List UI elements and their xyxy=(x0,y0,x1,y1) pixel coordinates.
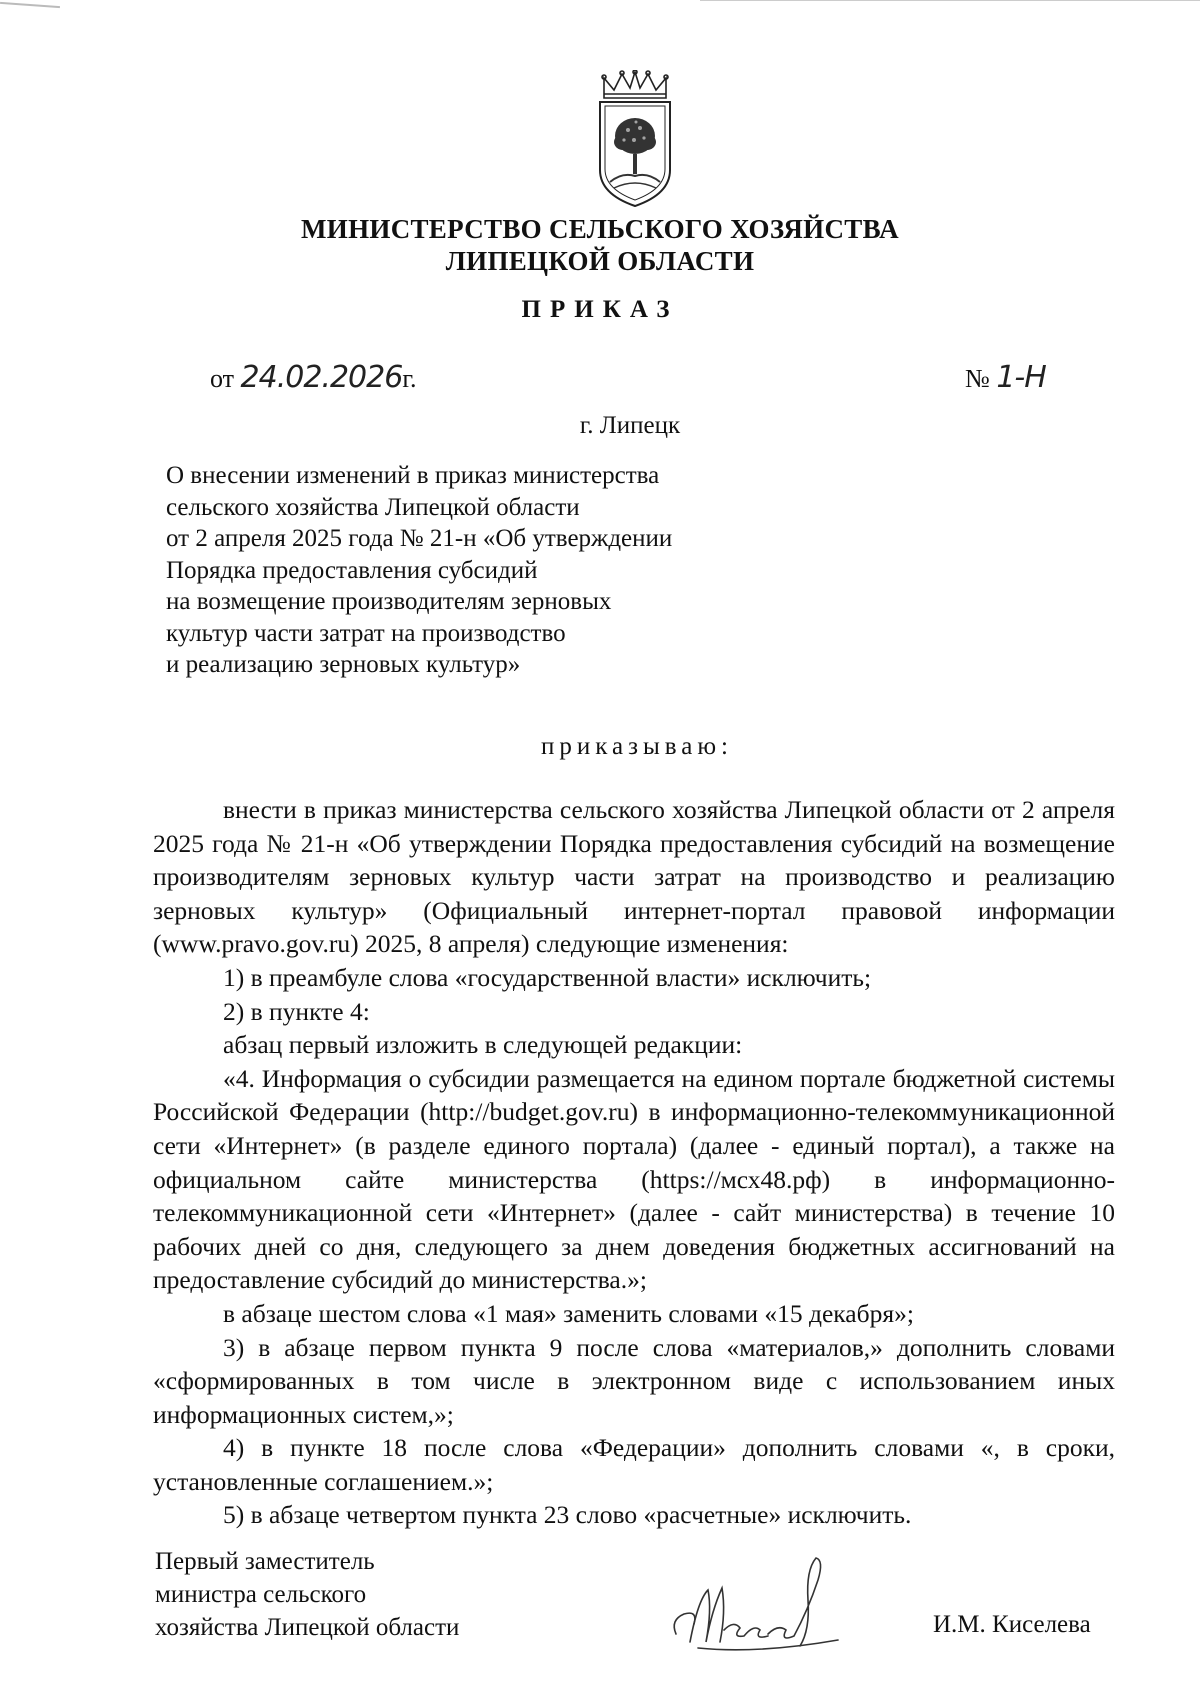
body-paragraph: «4. Информация о субсидии размещается на едином портале бюджетной системы Российской Федерации (http://budget.gov.ru) в информационно-телекоммуникационной сети «Интернет» (в разделе единого портала) (далее - единый портал), а также на официальном сайте министерства (https://мсх48.рф) в информационно-телекоммуникационной сети «Интернет» (далее - сайт министерства) в течение 10 рабочих дней со дня, следующего за днем доведения бюджетных ассигнований на предоставление субсидий до министерства.»; xyxy=(153,1063,1115,1295)
subject-line: культур части затрат на производство xyxy=(166,619,566,647)
coat-of-arms-emblem xyxy=(590,70,680,210)
date-handwritten: 24.02.2026 xyxy=(240,360,403,395)
body-paragraph: 4) в пункте 18 после слова «Федерации» дополнить словами «, в сроки, установленные соглашением.»; xyxy=(153,1433,1115,1496)
scan-artifact xyxy=(700,0,1200,1)
body-paragraph: в абзаце шестом слова «1 мая» заменить словами «15 декабря»; xyxy=(223,1298,914,1328)
body-paragraph: абзац первый изложить в следующей редакции: xyxy=(223,1030,743,1060)
organization-name: МИНИСТЕРСТВО СЕЛЬСКОГО ХОЗЯЙСТВА xyxy=(301,214,899,244)
order-body xyxy=(153,793,1115,1532)
body-paragraph: 2) в пункте 4: xyxy=(223,996,370,1026)
subject-line: О внесении изменений в приказ министерства xyxy=(166,462,660,489)
number-prefix: № xyxy=(965,364,990,393)
body-paragraph: внести в приказ министерства сельского хозяйства Липецкой области от 2 апреля 2025 года № 21-н «Об утверждении Порядка предоставления субсидий на возмещение производителям зерновых культур части затрат на производство и реализацию зерновых культур» (Официальный интернет-портал правовой информации (www.pravo.gov.ru) 2025, 8 апреля) следующие изменения: xyxy=(153,795,1115,959)
subject-line: от 2 апреля 2025 года № 21-н «Об утверждении xyxy=(166,525,673,552)
order-subject xyxy=(166,460,786,681)
date-prefix: от xyxy=(210,364,235,393)
body-paragraph: 5) в абзаце четвертом пункта 23 слово «расчетные» исключить. xyxy=(223,1500,912,1530)
signer-name: И.М. Киселева xyxy=(933,1611,1091,1638)
scan-artifact xyxy=(0,2,60,8)
city: г. Липецк xyxy=(579,412,681,439)
position-line: Первый заместитель xyxy=(155,1548,375,1575)
body-paragraph: 1) в преамбуле слова «государственной власти» исключить; xyxy=(223,962,872,992)
position-line: министра сельского xyxy=(155,1581,367,1608)
subject-line: на возмещение производителям зерновых xyxy=(166,588,612,615)
position-line: хозяйства Липецкой области xyxy=(155,1614,460,1641)
date-suffix: г. xyxy=(402,364,417,393)
number-handwritten: 1-Н xyxy=(996,360,1046,395)
subject-line: и реализацию зерновых культур» xyxy=(166,651,521,678)
document-date xyxy=(210,360,417,395)
body-paragraph: 3) в абзаце первом пункта 9 после слова «материалов,» дополнить словами «сформированных в том числе в электронном виде с использованием иных информационных систем,»; xyxy=(153,1332,1115,1429)
subject-line: Порядка предоставления субсидий xyxy=(166,556,538,584)
document-number xyxy=(965,360,1046,395)
organization-region: ЛИПЕЦКОЙ ОБЛАСТИ xyxy=(445,246,755,276)
signer-position xyxy=(155,1545,459,1644)
document-type: ПРИКАЗ xyxy=(521,296,679,323)
subject-line: сельского хозяйства Липецкой области xyxy=(166,493,580,521)
order-directive: приказываю: xyxy=(541,733,733,760)
handwritten-signature xyxy=(668,1550,868,1660)
